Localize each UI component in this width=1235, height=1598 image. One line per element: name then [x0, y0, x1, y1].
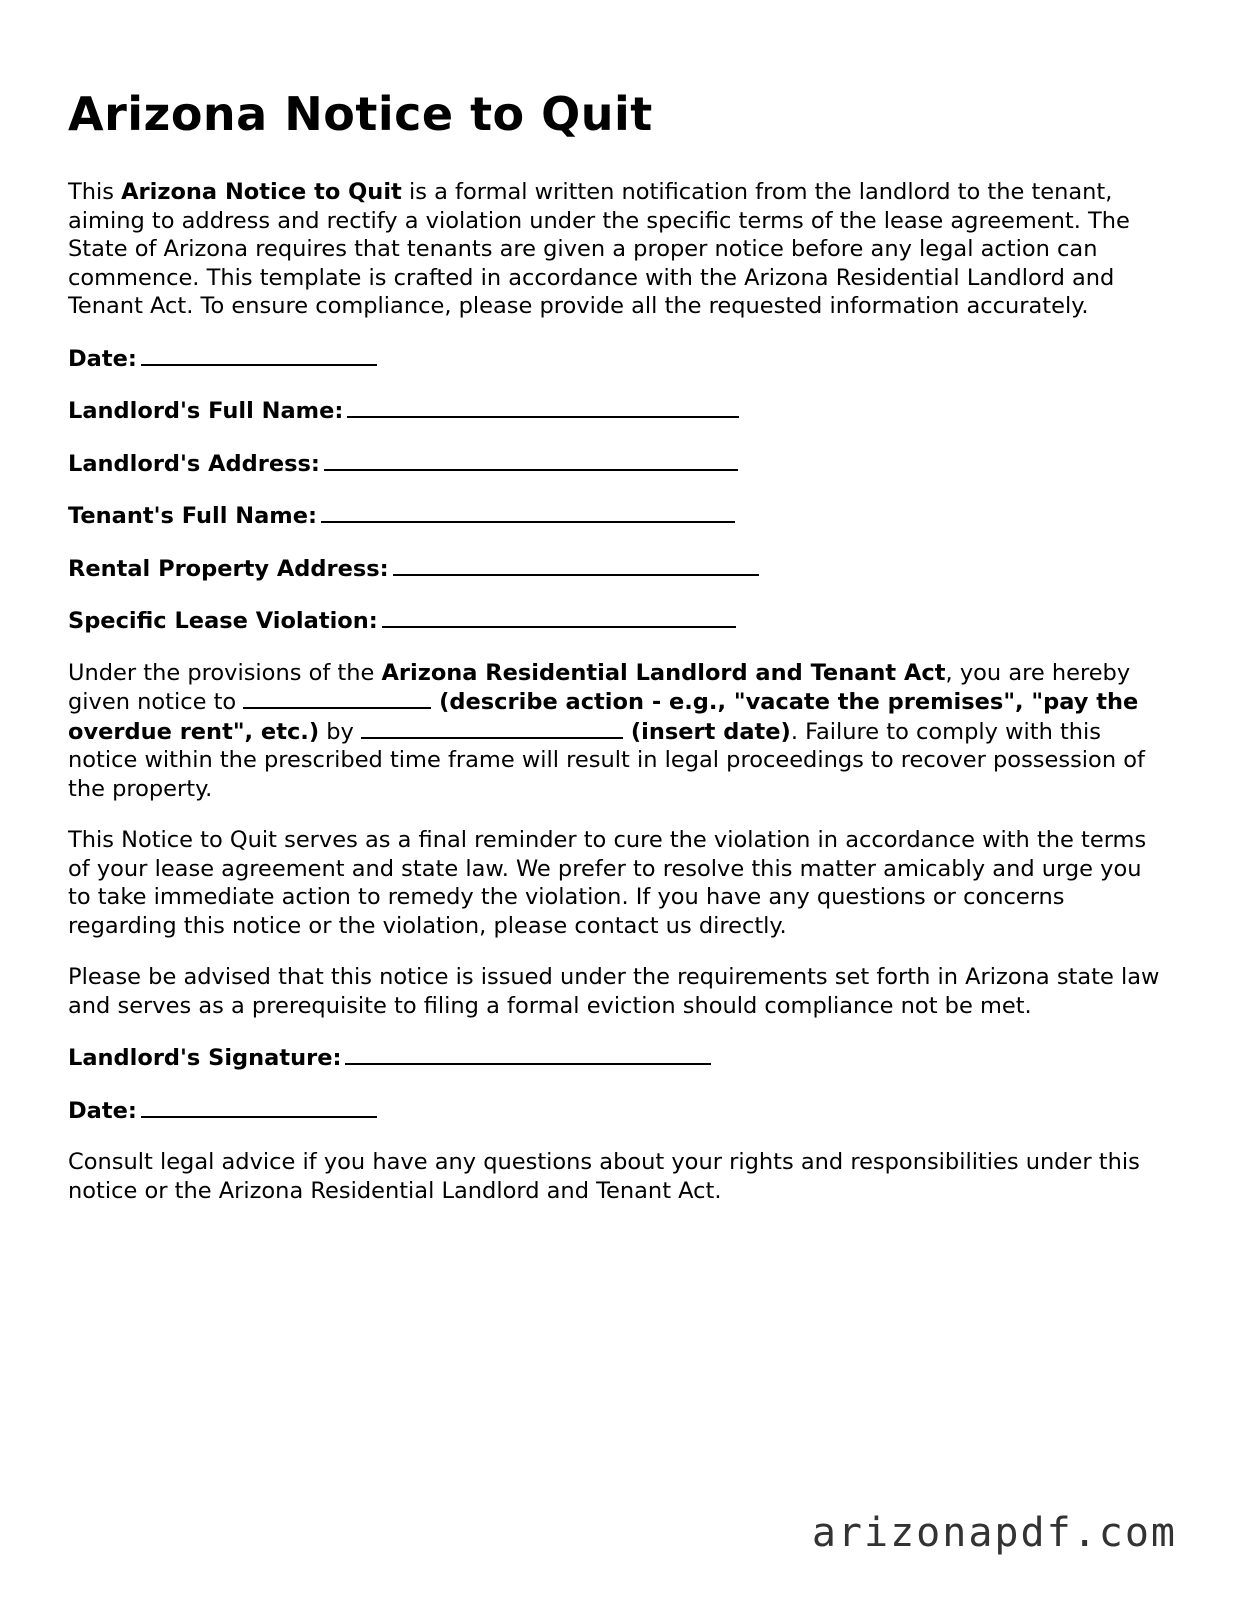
notice-insert-date: (insert date): [623, 718, 791, 745]
deadline-blank[interactable]: [361, 717, 623, 739]
landlord-signature-blank[interactable]: [345, 1043, 711, 1065]
date-blank[interactable]: [141, 344, 377, 366]
notice-paragraph: [68, 659, 1168, 804]
tenant-name-blank[interactable]: [321, 501, 735, 523]
notice-p3: by: [319, 718, 362, 745]
lease-violation-label: Specific Lease Violation:: [68, 608, 378, 634]
notice-p4: . Failure to comply with this notice within the prescribed time frame will result in legal proceedings to recover possession of the property.: [68, 718, 1145, 802]
landlord-signature-label: Landlord's Signature:: [68, 1045, 342, 1071]
reminder-paragraph: This Notice to Quit serves as a final reminder to cure the violation in accordance with the terms of your lease agreement and state law. We prefer to resolve this matter amicably and urge you to take immediate action to remedy the violation. If you have any questions or concerns regarding this notice or the violation, please contact us directly.: [68, 827, 1147, 939]
intro-pre: This: [68, 179, 122, 205]
property-address-blank[interactable]: [393, 554, 759, 576]
lease-violation-field: [68, 606, 1168, 636]
action-blank[interactable]: [243, 687, 431, 709]
document-page: [68, 86, 1168, 1228]
landlord-name-field: [68, 396, 1168, 426]
property-address-label: Rental Property Address:: [68, 555, 389, 582]
notice-act: Arizona Residential Landlord and Tenant Act: [381, 659, 946, 686]
landlord-address-label: Landlord's Address:: [68, 450, 320, 477]
landlord-signature-field: [68, 1043, 1168, 1073]
tenant-name-field: [68, 501, 1168, 531]
notice-describe: (describe action - e.g., "vacate the premises", "pay the overdue rent", etc.): [68, 689, 1139, 745]
advisory-paragraph: Please be advised that this notice is issued under the requirements set forth in Arizona state law and serves as a prerequisite to filing a formal eviction should compliance not be met.: [68, 964, 1160, 1019]
intro-paragraph: [68, 178, 1168, 321]
intro-post: is a formal written notification from the landlord to the tenant, aiming to address and rectify a violation under the specific terms of the lease agreement. The State of Arizona requires that tenants are given a proper notice before any legal action can commence. This template is crafted in accordance with the Arizona Residential Landlord and Tenant Act. To ensure compliance, please provide all the requested information accurately.: [68, 179, 1130, 319]
date-field: [68, 344, 1168, 374]
landlord-name-label: Landlord's Full Name:: [68, 398, 344, 424]
property-address-field: [68, 554, 1168, 584]
notice-p1: Under the provisions of the: [68, 659, 382, 686]
date-field-2: [68, 1096, 1168, 1126]
landlord-name-blank[interactable]: [347, 396, 739, 418]
landlord-address-field: [68, 449, 1168, 479]
landlord-address-blank[interactable]: [324, 449, 738, 471]
lease-violation-blank[interactable]: [382, 606, 736, 628]
date-blank-2[interactable]: [141, 1096, 377, 1118]
date-label: Date:: [68, 345, 137, 372]
document-title: Arizona Notice to Quit: [68, 87, 653, 141]
notice-p2: , you are hereby given notice to: [68, 659, 1131, 715]
date-label-2: Date:: [68, 1097, 137, 1124]
consult-paragraph: Consult legal advice if you have any questions about your rights and responsibilities under this notice or the Arizona Residential Landlord and Tenant Act.: [68, 1149, 1140, 1204]
site-watermark: arizonapdf.com: [811, 1510, 1177, 1556]
tenant-name-label: Tenant's Full Name:: [68, 503, 317, 529]
intro-bold: Arizona Notice to Quit: [121, 179, 402, 205]
